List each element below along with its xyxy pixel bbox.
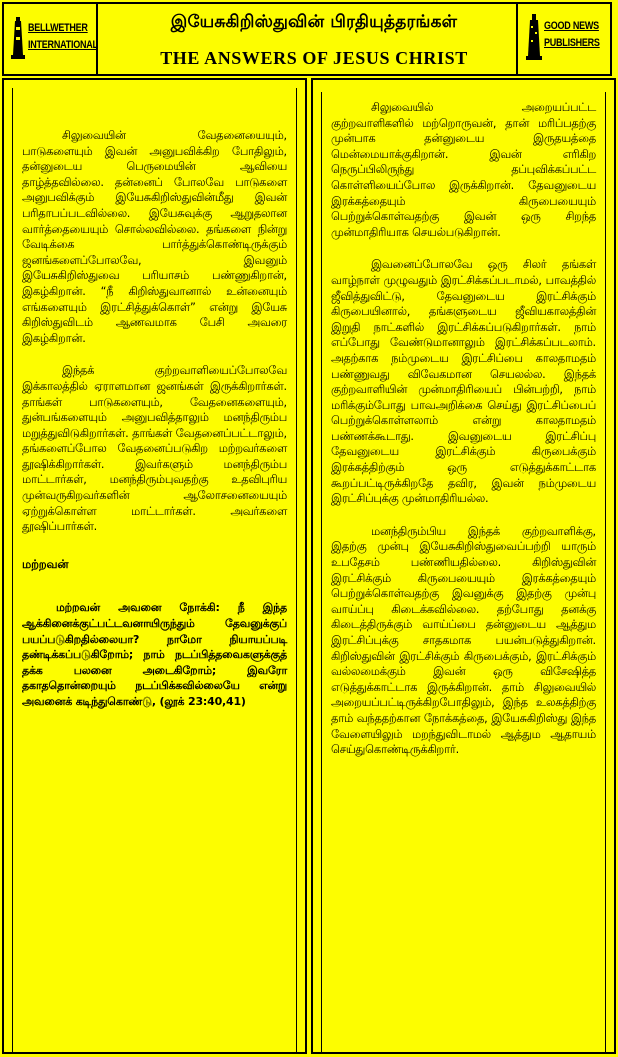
- left-logo-line2: INTERNATIONAL: [28, 39, 98, 51]
- left-paragraph-1: சிலுவையின் வேதனையையும், பாடுகளையும் இவன் அனுபவிக்கிற போதிலும், தன்னுடைய பெருமையின் ஆவியை தாழ்த்தவில்லை. தன்னைப் போலவே பாடுகளை அனுபவிக்கும் இயேசுகிறிஸ்துவின்மீது இவன் பரிதாபப்படவில்லை. இயேசுவுக்கு ஆறுதலான வார்த்தையையும் சொல்லவில்லை. தங்களை நின்று வேடிக்கை பார்த்துக்கொண்டிருக்கும் ஜனங்களைப்போலவே, இவனும் இயேசுகிறிஸ்துவை பரியாசம் பண்ணுகிறான், இகழ்கிறான். “நீ கிறிஸ்துவானால் உன்னையும் எங்களையும் இரட்சித்துக்கொள்” என்று இயேசு கிறிஸ்துவிடம் ஆணவமாக பேசி அவரை இகழ்கிறான்.: [22, 129, 287, 345]
- right-logo-line2: PUBLISHERS: [544, 37, 600, 49]
- right-paragraph-2: இவனைப்போலவே ஒரு சிலர் தங்கள் வாழ்நாள் முழுவதும் இரட்சிக்கப்படாமல், பாவத்தில் ஜீவித்துவிட்டு, தேவனுடைய இரட்சிக்கும் கிருபையினால், தங்களுடைய ஜீவியகாலத்தின் இறுதி நாட்களில் இரட்சிக்கப்படுகிறார்கள். நாம் எப்போது வேண்டுமானாலும் இரட்சிக்கப்படலாம். அதற்காக நம்முடைய இரட்சிப்பை காலதாமதம் பண்ணுவது விவேகமான செயலல்ல. இந்தக் குற்றவாளியின் முன்மாதிரியைப் பின்பற்றி, நாம் மரிக்கும்போது பாவஅறிக்கை செய்து இரட்சிப்பைப் பெற்றுக்கொள்ளலாம் என்று காலதாமதம் பண்ணக்கூடாது. இவனுடைய இரட்சிப்பு தேவனுடைய இரட்சிக்கும் கிருபைக்கும் இரக்கத்திற்கும் ஒரு எடுத்துக்காட்டாக கூறப்பட்டிருக்கிறதே தவிர, இவன் நம்முடைய இரட்சிப்புக்கு முன்மாதிரியல்ல.: [331, 258, 596, 506]
- good-news-logo: [516, 4, 610, 74]
- left-column: [2, 78, 307, 1054]
- bellwether-logo: [4, 4, 98, 74]
- lighthouse-icon: [10, 13, 26, 61]
- right-column: [311, 78, 616, 1054]
- right-paragraph-3: மனந்திரும்பிய இந்தக் குற்றவாளிக்கு, இதற்கு முன்பு இயேசுகிறிஸ்துவைப்பற்றி யாரும் உபதேசம் பண்ணியதில்லை. கிறிஸ்துவின் இரட்சிக்கும் கிருபையையும் இரக்கத்தையும் பெற்றுக்கொள்வதற்கு இவனுக்கு இதற்கு முன்பு வாய்ப்பு கிடைக்கவில்லை. தற்போது தனக்கு கிடைத்திருக்கும் வாய்ப்பை தன்னுடைய ஆத்தும இரட்சிப்புக்கு சாதகமாக பயன்படுத்துகிறான். கிறிஸ்துவின் இரட்சிக்கும் கிருபைக்கும், இரட்சிக்கும் வல்லமைக்கும் இவன் ஒரு விசேஷித்த எடுத்துக்காட்டாக இருக்கிறான். தாம் சிலுவையில் அறையப்பட்டிருக்கிறபோதிலும், இந்த உலகத்திற்கு தாம் வந்ததற்கான நோக்கத்தை, இயேசுகிறிஸ்து இந்த வேளையிலும் மறந்துவிடாமல் ஆத்தும ஆதாயம் செய்துகொண்டிருக்கிறார்.: [331, 524, 596, 757]
- left-paragraph-2: இந்தக் குற்றவாளியைப்போலவே இக்காலத்தில் ஏராளமான ஜனங்கள் இருக்கிறார்கள். தாங்கள் பாடுகளையும், வேதனைகளையும், துன்பங்களையும் அனுபவித்தாலும் மனந்திரும்ப மறுத்துவிடுகிறார்கள். தாங்கள் வேதனைப்பட்டாலும், தங்களைப்போல வேதனைப்படுகிற மற்றவர்களை தூஷிக்கிறார்கள். இவர்களும் மனந்திரும்ப மாட்டார்கள், மனந்திரும்புவதற்கு உதவிபுரிய முன்வருகிறவர்களின் ஆலோசனையையும் ஏற்றுக்கொள்ள மாட்டார்கள். அவர்களை தூஷிப்பார்கள்.: [22, 364, 287, 534]
- right-logo-line1: GOOD NEWS: [544, 20, 599, 32]
- left-logo-line1: BELLWETHER: [28, 22, 88, 34]
- scripture-quote: மற்றவன் அவனை நோக்கி: நீ இந்த ஆக்கினைக்குட்பட்டவனாயிருந்தும் தேவனுக்குப் பயப்படுகிறதில்லையா? நாமோ நியாயப்படி தண்டிக்கப்படுகிறோம்; நாம் நடப்பித்தவைகளுக்குத் தக்க பலனை அடைகிறோம்; இவரோ தகாததொன்றையும் நடப்பிக்கவில்லையே என்று அவனைக் கடிந்துகொண்டு, (லூக் 23:40,41): [22, 601, 287, 708]
- title-english: THE ANSWERS OF JESUS CHRIST: [160, 48, 468, 68]
- right-paragraph-1: சிலுவையில் அறையப்பட்ட குற்றவாளிகளில் மற்றொருவன், தான் மரிப்பதற்கு முன்பாக தன்னுடைய இருதயத்தை மென்மையாக்குகிறான். இவன் எரிகிற நெருப்பிலிருந்து தப்புவிக்கப்பட்ட கொள்ளியைப்போல இருக்கிறான். தேவனுடைய இரக்கத்தையும் கிருபையையும் பெற்றுக்கொள்வதற்கு இவன் ஒரு சிறந்த முன்மாதிரியாக செயல்படுகிறான்.: [331, 101, 596, 239]
- title-tamil: இயேசுகிறிஸ்துவின் பிரதியுத்தரங்கள்: [170, 12, 458, 32]
- header-banner: [2, 2, 612, 76]
- tower-icon: [526, 12, 542, 62]
- section-subheading: மற்றவன்: [22, 556, 69, 571]
